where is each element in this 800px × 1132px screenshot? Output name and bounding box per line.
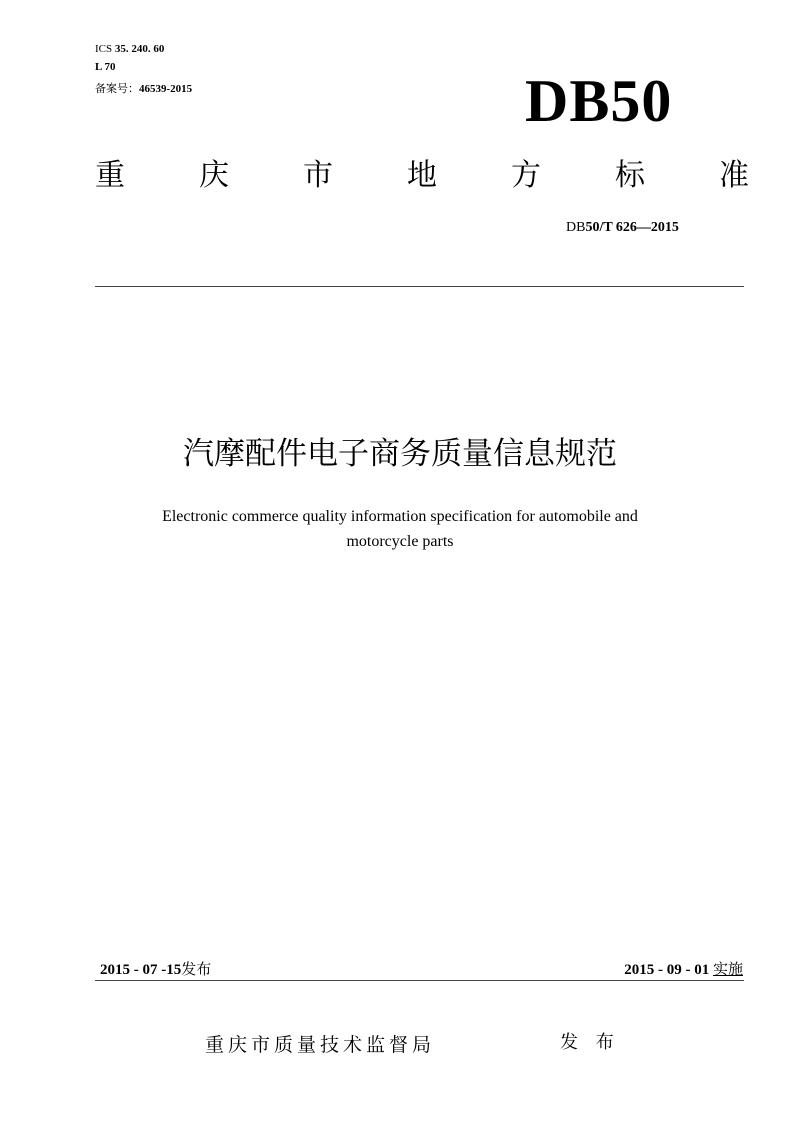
implement-label: 实施 — [712, 960, 743, 978]
standard-code-mark: DB50 — [525, 68, 673, 134]
issuing-authority: 重庆市质量技术监督局 — [205, 1034, 436, 1056]
document-title-en-line1: Electronic commerce quality information specification for automobile and — [162, 508, 638, 525]
document-title-en-line2: motorcycle parts — [346, 533, 454, 550]
document-title-zh: 汽摩配件电子商务质量信息规范 — [183, 436, 617, 472]
standard-number — [566, 219, 679, 237]
standard-type-char: 庆 — [199, 158, 229, 193]
standard-type-title — [95, 154, 749, 198]
standard-type-char: 准 — [719, 158, 749, 193]
standard-type-char: 重 — [95, 158, 125, 193]
standard-number-prefix: DB — [566, 220, 586, 235]
implement-date-block — [624, 959, 743, 980]
header-divider — [95, 286, 744, 287]
publish-date: 2015 - 07 -15 — [100, 962, 182, 978]
standard-type-char: 地 — [407, 158, 437, 193]
ics-code-line — [95, 42, 164, 56]
ics-label: ICS — [95, 43, 113, 55]
publish-label: 发布 — [181, 960, 212, 978]
standard-type-char: 标 — [615, 158, 645, 193]
issued-label: 发 布 — [560, 1032, 620, 1053]
ccs-code: L 70 — [95, 61, 116, 73]
record-label: 备案号： — [95, 82, 139, 95]
ccs-code-line — [95, 60, 115, 74]
record-number: 46539-2015 — [139, 83, 193, 95]
publish-date-block — [100, 959, 211, 980]
document-title-en — [110, 504, 690, 554]
standard-type-char: 市 — [303, 158, 333, 193]
footer-divider — [95, 980, 744, 981]
implement-date: 2015 - 09 - 01 — [624, 962, 710, 978]
standard-number-rest: 50/T 626—2015 — [585, 220, 679, 235]
ics-code: 35. 240. 60 — [114, 43, 165, 55]
record-number-line — [95, 82, 192, 96]
standard-type-char: 方 — [511, 158, 541, 193]
